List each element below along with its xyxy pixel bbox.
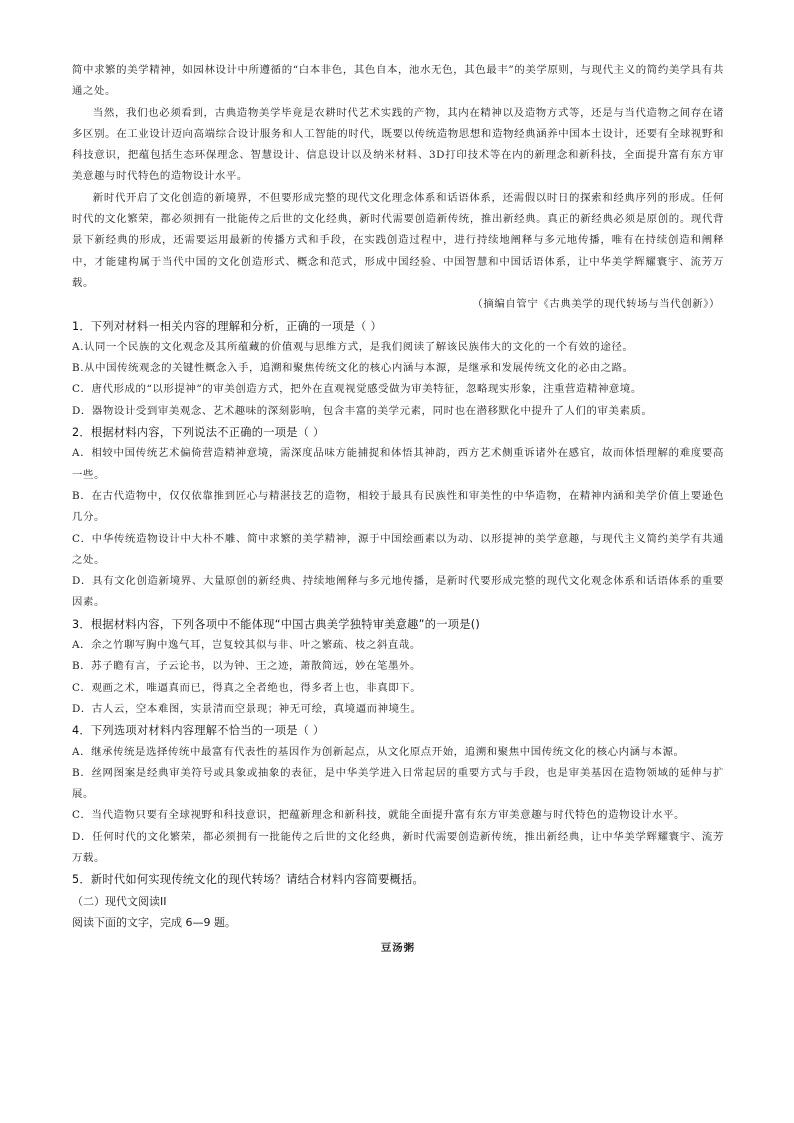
question-4 — [72, 720, 724, 869]
question-stem: 2．根据材料内容，下列说法不正确的一项是（ ） — [72, 426, 325, 440]
option-d: D．器物设计受到审美观念、艺术趣味的深刻影响，包含丰富的美学元素，同时也在潜移默化中提升了人们的审美素质。 — [72, 404, 653, 417]
material-body — [72, 60, 724, 316]
option-a: A.认同一个民族的文化观念及其所蕴藏的价值观与思维方式，是我们阅读了解该民族伟大的文化的一个有效的途径。 — [72, 340, 634, 353]
option-d: D．任何时代的文化繁荣，都必须拥有一批能传之后世的文化经典，新时代需要创造新传统，推出新经典，让中华美学辉耀寰宇、流芳万载。 — [72, 830, 724, 864]
material-paragraph-3: 新时代开启了文化创造的新境界，不但要形成完整的现代文化理念体系和话语体系，还需假以时日的探索和经典序列的形成。任何时代的文化繁荣，都必须拥有一批能传之后世的文化经典，新时代需要创造新传统，推出新经典。真正的新经典必须是原创的。现代背景下新经典的形成，还需要运用最新的传播方式和手段，在实践创造过程中，进行持续地阐释与多元地传播，唯有在持续创造和阐释中，才能建构属于当代中国的文化创造形式、概念和范式，形成中国经验、中国智慧和中国话语体系，让中华美学辉耀寰宇、流芳万载。 — [72, 191, 724, 289]
question-3 — [72, 614, 724, 720]
option-b: B．在古代造物中，仅仅依靠推到匠心与精湛技艺的造物，相较于最具有民族性和审美性的中华造物，在精神内涵和美学价值上要逊色几分。 — [72, 489, 724, 524]
question-2 — [72, 422, 724, 614]
section-2 — [72, 891, 724, 964]
question-stem: 1．下列对材料一相关内容的理解和分析，正确的一项是（ ） — [72, 319, 382, 333]
section-instruction: 阅读下面的文字，完成 6—9 题。 — [72, 915, 236, 929]
option-a: A．继承传统是选择传统中最富有代表性的基因作为创新起点，从文化原点开始，追溯和聚焦中国传统文化的核心内涵与本源。 — [72, 745, 685, 758]
option-a: A．余之竹聊写胸中逸气耳，岂复较其似与非、叶之繁疏、枝之斜直哉。 — [72, 639, 421, 652]
question-5 — [72, 869, 724, 890]
option-b: B．苏子瞻有言，子云论书，以为钟、王之迹，萧散简远，妙在笔墨外。 — [72, 660, 421, 673]
question-stem: 4．下列选项对材料内容理解不恰当的一项是（ ） — [72, 724, 325, 738]
source-citation: （摘编自管宁《古典美学的现代转场与当代创新》） — [472, 298, 720, 311]
option-b: B．丝网图案是经典审美符号或具象或抽象的表征，是中华美学进入日常起居的重要方式与手段，也是审美基因在造物领域的延伸与扩展。 — [72, 766, 724, 801]
option-c: C．中华传统造物设计中大朴不雕、简中求繁的美学精神，源于中国绘画素以为动、以形提神的美学意趣，与现代主义简约美学有共通之处。 — [72, 532, 724, 566]
option-c: C．唐代形成的“以形提神”的审美创造方式，把外在直观视觉感受做为审美特征，忽略现实形象，注重营造精神意境。 — [72, 383, 642, 396]
option-c: C．当代造物只要有全球视野和科技意识，把蕴新理念和新科技，就能全面提升富有东方审美意趣与时代特色的造物设计水平。 — [72, 809, 686, 822]
question-stem: 5．新时代如何实现传统文化的现代转场？请结合材料内容简要概括。 — [72, 873, 425, 887]
section-heading: （二）现代文阅读II — [72, 894, 167, 908]
exam-page — [72, 60, 724, 963]
passage-title: 豆汤粥 — [380, 942, 416, 955]
option-d: D．古人云，空本难图，实景清而空景现；神无可绘，真境逼而神境生。 — [72, 702, 422, 715]
material-paragraph-1: 简中求繁的美学精神，如园林设计中所遵循的“白本非色，其色自本，池水无色，其色最丰”的美学原则，与现代主义的简约美学具有共通之处。 — [72, 64, 724, 98]
option-c: C．观画之术，唯逼真而已，得真之全者绝也，得多者上也，非真即下。 — [72, 681, 422, 694]
question-1 — [72, 316, 724, 422]
option-d: D．具有文化创造新境界、大量原创的新经典、持续地阐释与多元地传播，是新时代要形成完整的现代文化观念体系和话语体系的重要因素。 — [72, 575, 724, 609]
question-stem: 3．根据材料内容，下列各项中不能体现“中国古典美学独特审美意趣”的一项是() — [72, 617, 481, 631]
material-paragraph-2: 当然，我们也必须看到，古典造物美学毕竟是农耕时代艺术实践的产物，其内在精神以及造物方式等，还是与当代造物之间存在诸多区别。在工业设计迈向高端综合设计服务和人工智能的时代，既要以传统造物思想和造物经典涵养中国本土设计，还要有全球视野和科技意识，把蕴包括生态环保理念、智慧设计、信息设计以及纳米材料、3D打印技术等在内的新理念和新科技，全面提升富有东方审美意趣与时代特色的造物设计水平。 — [72, 106, 724, 183]
option-a: A．相较中国传统艺术偏倚营造精神意境，需深度品味方能捕捉和体悟其神韵，西方艺术侧重诉诸外在感官，故而体悟理解的难度要高一些。 — [72, 447, 724, 481]
option-b: B.从中国传统观念的关键性概念入手，追溯和聚焦传统文化的核心内涵与本源，是继承和发展传统文化的必由之路。 — [72, 362, 634, 375]
